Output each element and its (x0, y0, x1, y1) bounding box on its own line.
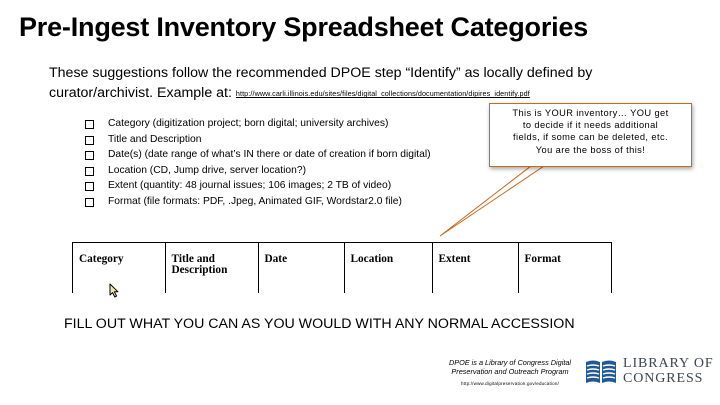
checkbox-square-icon (85, 182, 94, 191)
intro-text (49, 63, 619, 104)
intro-line-2 (49, 83, 619, 104)
category-item-label: Category (digitization project; born digital; university archives) (108, 118, 389, 129)
dpoe-line-1: DPOE is a Library of Congress Digital (448, 358, 572, 367)
callout-line-2: to decide if it needs additional (522, 120, 659, 131)
column-header-category[interactable]: Category (73, 243, 165, 293)
column-header-title-description[interactable]: Title and Description (165, 243, 258, 293)
column-header-format[interactable]: Format (524, 253, 561, 265)
dpoe-url[interactable]: http://www.digitalpreservation.gov/education/ (460, 381, 560, 386)
category-item (85, 194, 431, 210)
callout-line-4: You are the boss of this! (535, 144, 646, 155)
mouse-pointer-icon (109, 283, 120, 298)
callout-line-1: This is YOUR inventory… YOU get (512, 108, 669, 118)
callout-line-3: fields, if some can be deleted, etc. (513, 132, 668, 143)
intro-example-label: curator/archivist. Example at: (49, 85, 232, 101)
category-item-label: Date(s) (date range of what’s IN there or date of creation if born digital) (108, 149, 431, 161)
checkbox-square-icon (85, 136, 94, 145)
callout-box (489, 103, 692, 167)
dpoe-line-2: Preservation and Outreach Program (451, 367, 569, 376)
category-list (85, 116, 431, 210)
category-item-label: Extent (quantity: 48 journal issues; 106 images; 2 TB of video) (108, 180, 392, 192)
example-link[interactable]: http://www.carli.illinois.edu/sites/files/digital_collections/documentation/dipires_identify.pdf (235, 89, 530, 98)
checkbox-square-icon (85, 167, 94, 176)
callout-arrow (436, 166, 586, 241)
logo-line-1: LIBRARY OF (623, 356, 714, 371)
library-of-congress-icon (585, 356, 617, 388)
dpoe-note (430, 358, 590, 388)
column-header-extent[interactable]: Extent (432, 243, 518, 293)
checkbox-square-icon (85, 120, 94, 129)
fill-out-instruction: FILL OUT WHAT YOU CAN AS YOU WOULD WITH ANY NORMAL ACCESSION (64, 316, 575, 332)
inventory-table (72, 242, 612, 293)
category-item-label: Location (CD, Jump drive, server location?) (108, 164, 307, 176)
checkbox-square-icon (85, 198, 94, 207)
logo-line-2: CONGRESS (623, 371, 704, 386)
intro-line-1: These suggestions follow the recommended DPOE step “Identify” as locally defined by (49, 65, 593, 81)
category-item (85, 116, 431, 132)
category-item (85, 178, 431, 194)
category-item-label: Format (file formats: PDF, .Jpeg, Animated GIF, Wordstar2.0 file) (108, 195, 402, 207)
category-item (85, 147, 431, 163)
checkbox-square-icon (85, 151, 94, 160)
column-header-date[interactable]: Date (258, 243, 344, 293)
category-item (85, 132, 431, 148)
category-item-label: Title and Description (108, 133, 202, 145)
library-of-congress-wordmark (623, 356, 714, 386)
category-item (85, 163, 431, 179)
library-of-congress-logo (585, 356, 715, 388)
table-header-row (73, 243, 611, 293)
page-title: Pre-Ingest Inventory Spreadsheet Categories (19, 12, 589, 42)
column-header-location[interactable]: Location (344, 243, 432, 293)
